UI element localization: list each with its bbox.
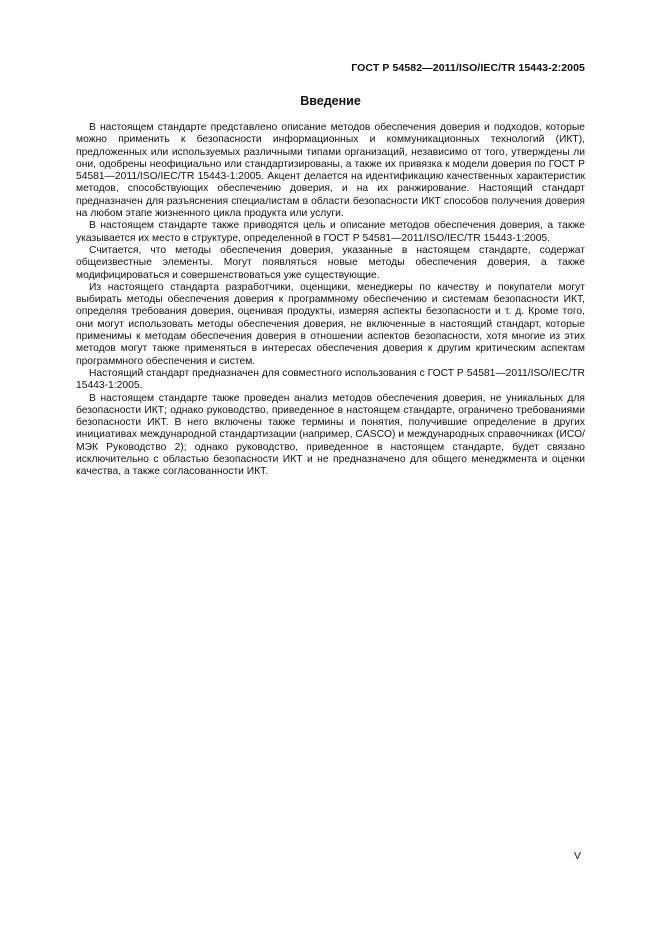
paragraph-audience: Из настоящего стандарта разработчики, оценщики, менеджеры по качеству и покупатели могут выбирать методы обеспечения доверия к программному обеспечению и системам безопасности ИКТ, определяя требования доверия, оценивая продукты, измеряя аспекты безопасности и т. д. Кроме того, они могут использовать методы обеспечения доверия, не включенные в настоящий стандарт, которые применимы к методам обеспечения доверия в отношении аспектов безопасности, хотя многие из этих методов могут также применяться в интересах обеспечения доверия к другим критическим аспектам программного обеспечения и систем. xyxy=(76,281,585,367)
section-title: Введение xyxy=(300,94,361,108)
paragraph-analysis: В настоящем стандарте также проведен анализ методов обеспечения доверия, не уникальных для безопасности ИКТ; однако руководство, приведенное в настоящем стандарте, ограничено требованиями безопасности ИКТ. В него включены также термины и понятия, получившие определение в других инициативах международной стандартизации (например, CASCO) и международных справочниках (ИСО/МЭК Руководство 2); однако руководство, приведенное в настоящем стандарте, будет связано исключительно с областью безопасности ИКТ и не предназначено для общего менеджмента и оценки качества, а также согласованности ИКТ. xyxy=(76,392,585,478)
paragraph-joint-use: Настоящий стандарт предназначен для совместного использования с ГОСТ Р 54581—2011/ISO/IEC/TR 15443-1:2005. xyxy=(76,367,585,392)
paragraph-scope: В настоящем стандарте представлено описание методов обеспечения доверия и подходов, которые можно применить к безопасности информационных и коммуникационных технологий (ИКТ), предложенных или используемых различными типами организаций, независимо от того, утверждены ли они, одобрены неофициально или стандартизированы, а также их привязка к модели доверия по ГОСТ Р 54581—2011/ISO/IEC/TR 15443-1:2005. Акцент делается на идентификацию качественных характеристик методов, способствующих обеспечению доверия, и на их ранжирование. Настоящий стандарт предназначен для разъяснения специалистам в области безопасности ИКТ способов получения доверия на любом этапе жизненного цикла продукта или услуги. xyxy=(76,122,585,220)
paragraph-known-methods: Считается, что методы обеспечения доверия, указанные в настоящем стандарте, содержат общеизвестные элементы. Могут появляться новые методы обеспечения доверия, а также модифицироваться и совершенствоваться уже существующие. xyxy=(76,244,585,281)
body-text xyxy=(76,122,585,479)
paragraph-purpose: В настоящем стандарте также приводятся цель и описание методов обеспечения доверия, а также указывается их место в структуре, определенной в ГОСТ Р 54581—2011/ISO/IEC/TR 15443-1:2005. xyxy=(76,220,585,244)
document-code-header: ГОСТ Р 54582—2011/ISO/IEC/TR 15443-2:2005 xyxy=(351,62,585,74)
page-number: V xyxy=(573,850,581,862)
